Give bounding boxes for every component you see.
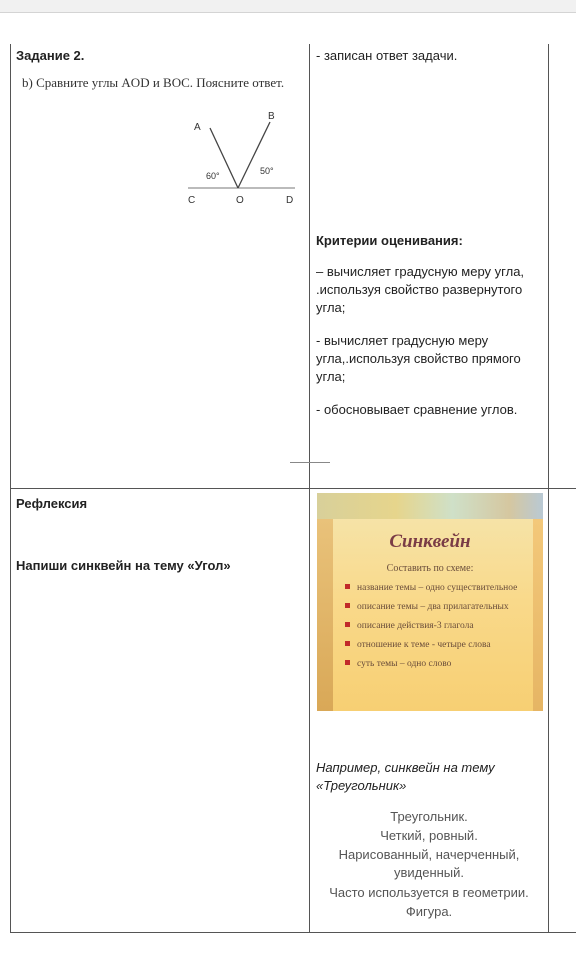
sinkwine-poster-image (317, 493, 543, 711)
task-question: b) Сравните углы AOD и BOC. Поясните ответ. (22, 75, 285, 90)
browser-top-bar (0, 0, 576, 13)
task-heading: Задание 2. (16, 48, 85, 63)
angle-label-right: 50° (260, 166, 274, 176)
poster-item: описание темы – два прилагательных (345, 602, 509, 612)
ray-ob (238, 122, 270, 188)
criteria-item: – вычисляет градусную меру угла, .используя свойство развернутого угла; (316, 264, 525, 315)
reflection-prompt: Напиши синквейн на тему «Угол» (16, 558, 231, 573)
example-line: Четкий, ровный. (380, 828, 478, 843)
criteria-title: Критерии оценивания: (316, 233, 463, 248)
criteria-item: - обосновывает сравнение углов. (316, 402, 518, 417)
poster-item: отношение к теме - четыре слова (345, 640, 491, 650)
example-title: Например, синквейн на тему «Треугольник» (316, 760, 495, 793)
poster-item: название темы – одно существительное (345, 583, 517, 593)
label-c: C (188, 195, 196, 206)
example-line: Треугольник. (390, 809, 468, 824)
poster-item: суть темы – одно слово (345, 659, 451, 669)
label-a: A (194, 122, 201, 133)
example-line: Часто используется в геометрии. (329, 885, 529, 900)
bullet-icon (345, 584, 350, 589)
label-d: D (286, 195, 294, 206)
bullet-icon (345, 660, 350, 665)
label-b: B (268, 111, 275, 122)
bullet-icon (345, 641, 350, 646)
bullet-icon (345, 603, 350, 608)
example-line: Фигура. (405, 904, 453, 919)
poster-item: описание действия-3 глагола (345, 621, 474, 631)
label-o: O (236, 195, 244, 206)
answer-note: - записан ответ задачи. (316, 48, 458, 63)
poster-title: Синквейн (389, 531, 471, 552)
criteria-item: - вычисляет градусную меру угла,.используя свойство прямого угла; (316, 333, 521, 384)
reflection-heading: Рефлексия (16, 496, 88, 511)
example-line: Нарисованный, начерченный, увиденный. (338, 847, 520, 880)
bullet-icon (345, 622, 350, 627)
poster-decoration (317, 493, 543, 519)
poster-subtitle: Составить по схеме: (386, 563, 474, 574)
angle-diagram (170, 102, 310, 212)
angle-label-left: 60° (206, 171, 220, 181)
